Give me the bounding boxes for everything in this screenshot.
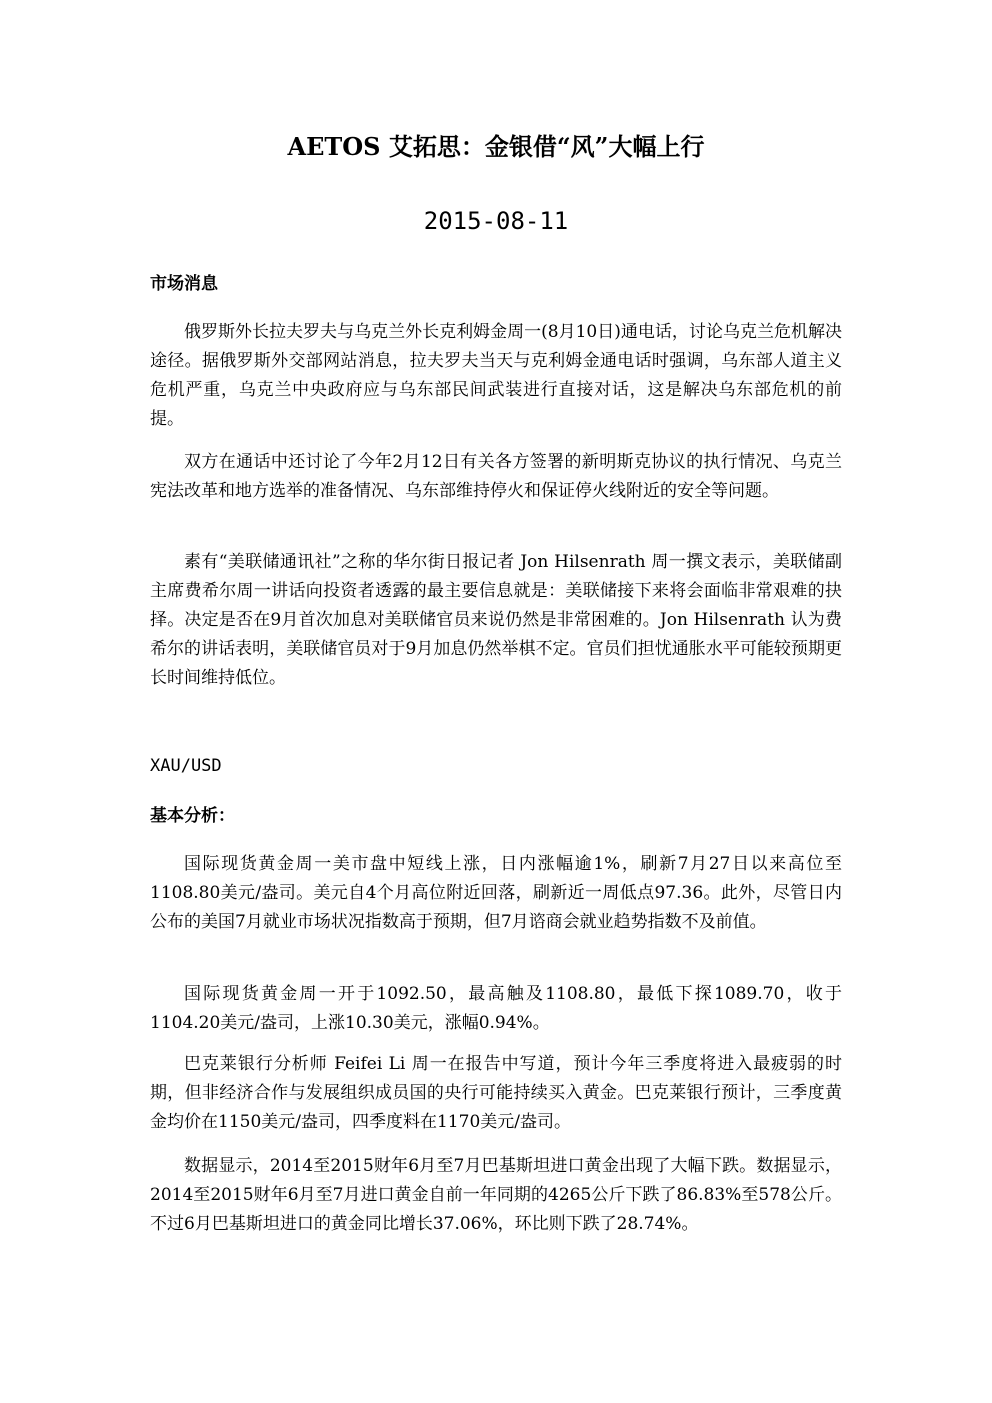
paragraph-market-news-1: 俄罗斯外长拉夫罗夫与乌克兰外长克利姆金周一(8月10日)通电话，讨论乌克兰危机解决途径。据俄罗斯外交部网站消息，拉夫罗夫当天与克利姆金通电话时强调，乌东部人道主义危机严重，乌克兰中央政府应与乌东部民间武装进行直接对话，这是解决乌东部危机的前提。	[150, 322, 842, 429]
paragraph-market-news-2: 双方在通话中还讨论了今年2月12日有关各方签署的新明斯克协议的执行情况、乌克兰宪法改革和地方选举的准备情况、乌东部维持停火和保证停火线附近的安全等问题。	[150, 452, 842, 501]
paragraph-analysis-3: 巴克莱银行分析师 Feifei Li 周一在报告中写道，预计今年三季度将进入最疲弱的时期，但非经济合作与发展组织成员国的央行可能持续买入黄金。巴克莱银行预计，三季度黄金均价在1150美元/盎司，四季度料在1170美元/盎司。	[150, 1054, 842, 1132]
paragraph-analysis-2: 国际现货黄金周一开于1092.50，最高触及1108.80，最低下探1089.70，收于1104.20美元/盎司，上涨10.30美元，涨幅0.94%。	[150, 984, 842, 1033]
symbol-label: XAU/USD	[150, 756, 222, 776]
paragraph-analysis-1: 国际现货黄金周一美市盘中短线上涨，日内涨幅逾1%，刷新7月27日以来高位至1108.80美元/盎司。美元自4个月高位附近回落，刷新近一周低点97.36。此外，尽管日内公布的美国7月就业市场状况指数高于预期，但7月谘商会就业趋势指数不及前值。	[150, 854, 842, 932]
paragraph-analysis-4: 数据显示，2014至2015财年6月至7月巴基斯坦进口黄金出现了大幅下跌。数据显示，2014至2015财年6月至7月进口黄金自前一年同期的4265公斤下跌了86.83%至578公斤。不过6月巴基斯坦进口的黄金同比增长37.06%，环比则下跌了28.74%。	[150, 1156, 842, 1234]
section-heading-market-news: 市场消息	[150, 274, 218, 294]
section-heading-fundamental-analysis: 基本分析：	[150, 806, 235, 826]
document-title: AETOS 艾拓思：金银借“风”大幅上行	[287, 132, 705, 161]
paragraph-market-news-3: 素有“美联储通讯社”之称的华尔街日报记者 Jon Hilsenrath 周一撰文表示，美联储副主席费希尔周一讲话向投资者透露的最主要信息就是：美联储接下来将会面临非常艰难的抉择。决定是否在9月首次加息对美联储官员来说仍然是非常困难的。Jon Hilsenrath 认为费希尔的讲话表明，美联储官员对于9月加息仍然举棋不定。官员们担忧通胀水平可能较预期更长时间维持低位。	[150, 552, 842, 688]
document-date: 2015-08-11	[423, 207, 569, 235]
